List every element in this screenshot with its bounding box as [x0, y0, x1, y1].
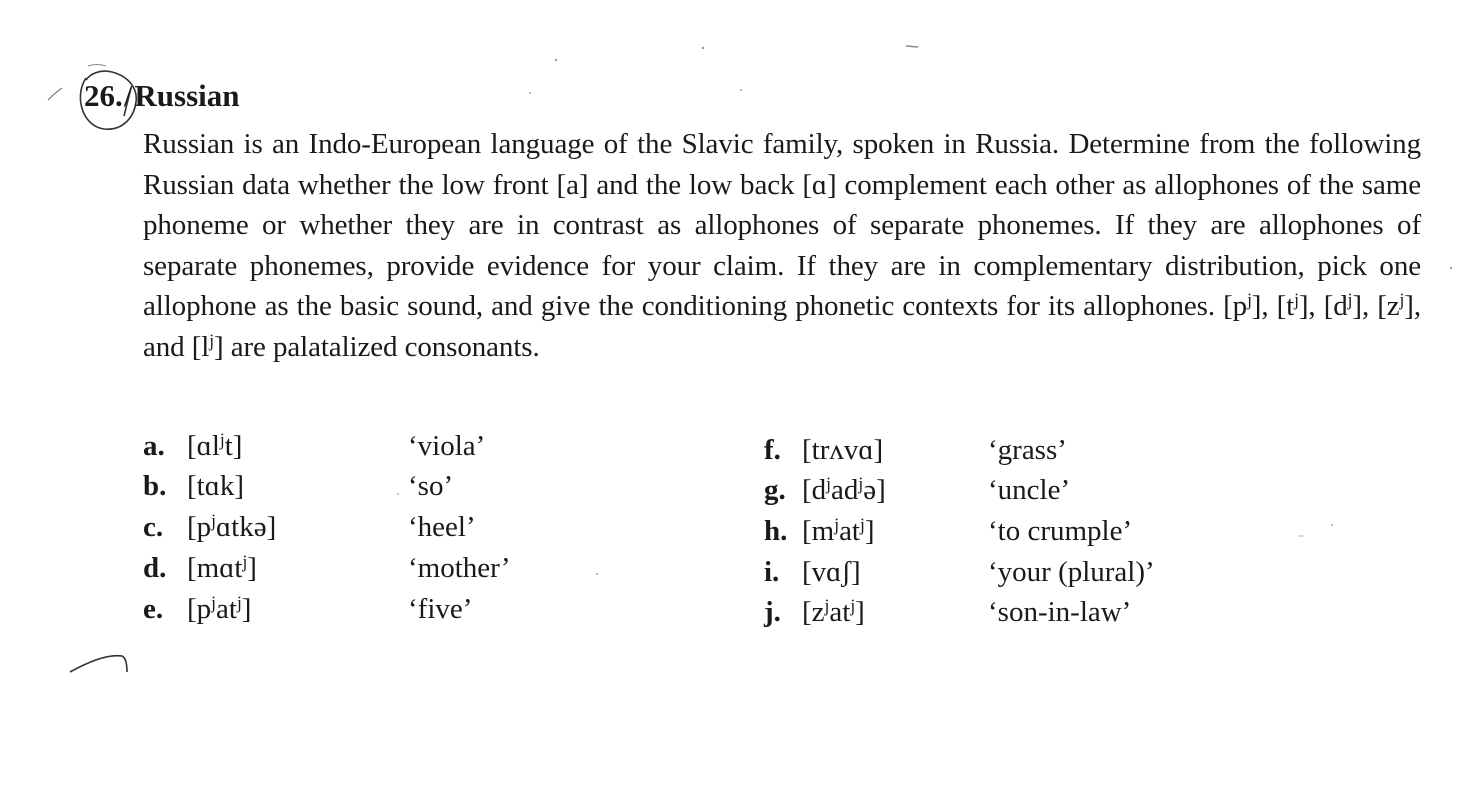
- pen-slash-mark: /: [123, 78, 133, 113]
- example-transcription: [vɑʃ]: [802, 556, 861, 588]
- example-transcription: $[m^jat^j]$: [802, 514, 875, 547]
- palatalized-list: $[p^j]$, $[t^j]$, $[d^j]$, $[z^j]$, and $[l^j]$: [143, 289, 1421, 363]
- example-letter: j.: [764, 596, 781, 628]
- example-letter: f.: [764, 434, 781, 466]
- example-letter: g.: [764, 474, 786, 506]
- example-item: [143, 466, 244, 506]
- example-item: [143, 426, 242, 466]
- example-gloss: ‘mother’: [408, 552, 511, 584]
- example-letter: b.: [143, 470, 167, 502]
- example-transcription: $[p^jat^j]$: [187, 592, 252, 625]
- example-item: [764, 430, 883, 470]
- example-transcription: [trʌvɑ]: [802, 434, 884, 466]
- instructions-text: Russian is an Indo-European language of the Slavic family, spoken in Russia. Determine from the following Russian data whether the low front [a] and the low back [ɑ] complement each other as allophones of the same phoneme or whether they are in contrast as allophones of separate phonemes. If they are allophones of separate phonemes, provide evidence for your claim. If they are in complementary distribution, pick one allophone as the basic sound, and give the conditioning phonetic contexts for its allophones.: [143, 128, 1421, 322]
- example-transcription: [ɑl$^j$t]: [187, 429, 243, 462]
- example-gloss: ‘uncle’: [988, 474, 1071, 506]
- example-transcription: [tɑk]: [187, 470, 245, 502]
- example-gloss: ‘five’: [408, 593, 473, 625]
- example-letter: c.: [143, 511, 164, 543]
- problem-title: Russian: [134, 78, 240, 113]
- example-letter: a.: [143, 430, 165, 462]
- example-item: [764, 511, 875, 551]
- example-gloss: ‘viola’: [408, 430, 486, 462]
- example-gloss: ‘to crumple’: [988, 515, 1133, 547]
- example-transcription: $[z^jat^j]$: [802, 595, 865, 628]
- example-letter: e.: [143, 593, 164, 625]
- example-item: [764, 592, 865, 632]
- example-item: [143, 548, 257, 588]
- example-item: [143, 507, 276, 547]
- example-gloss: ‘your (plural)’: [988, 556, 1155, 588]
- example-item: [764, 552, 861, 592]
- example-gloss: ‘son-in-law’: [988, 596, 1132, 628]
- example-gloss: ‘so’: [408, 470, 454, 502]
- problem-number: 26.: [84, 78, 123, 113]
- example-letter: h.: [764, 515, 788, 547]
- example-transcription: $[p^jɑtkə]$: [187, 510, 277, 543]
- example-gloss: ‘grass’: [988, 434, 1067, 466]
- example-transcription: [mɑt$^j$]: [187, 551, 257, 584]
- example-letter: i.: [764, 556, 780, 588]
- example-item: [143, 589, 251, 629]
- example-letter: d.: [143, 552, 167, 584]
- instructions-text-end: are palatalized consonants.: [223, 330, 540, 363]
- example-transcription: $[d^jad^jə]$: [802, 473, 886, 506]
- example-gloss: ‘heel’: [408, 511, 476, 543]
- example-item: [764, 470, 886, 510]
